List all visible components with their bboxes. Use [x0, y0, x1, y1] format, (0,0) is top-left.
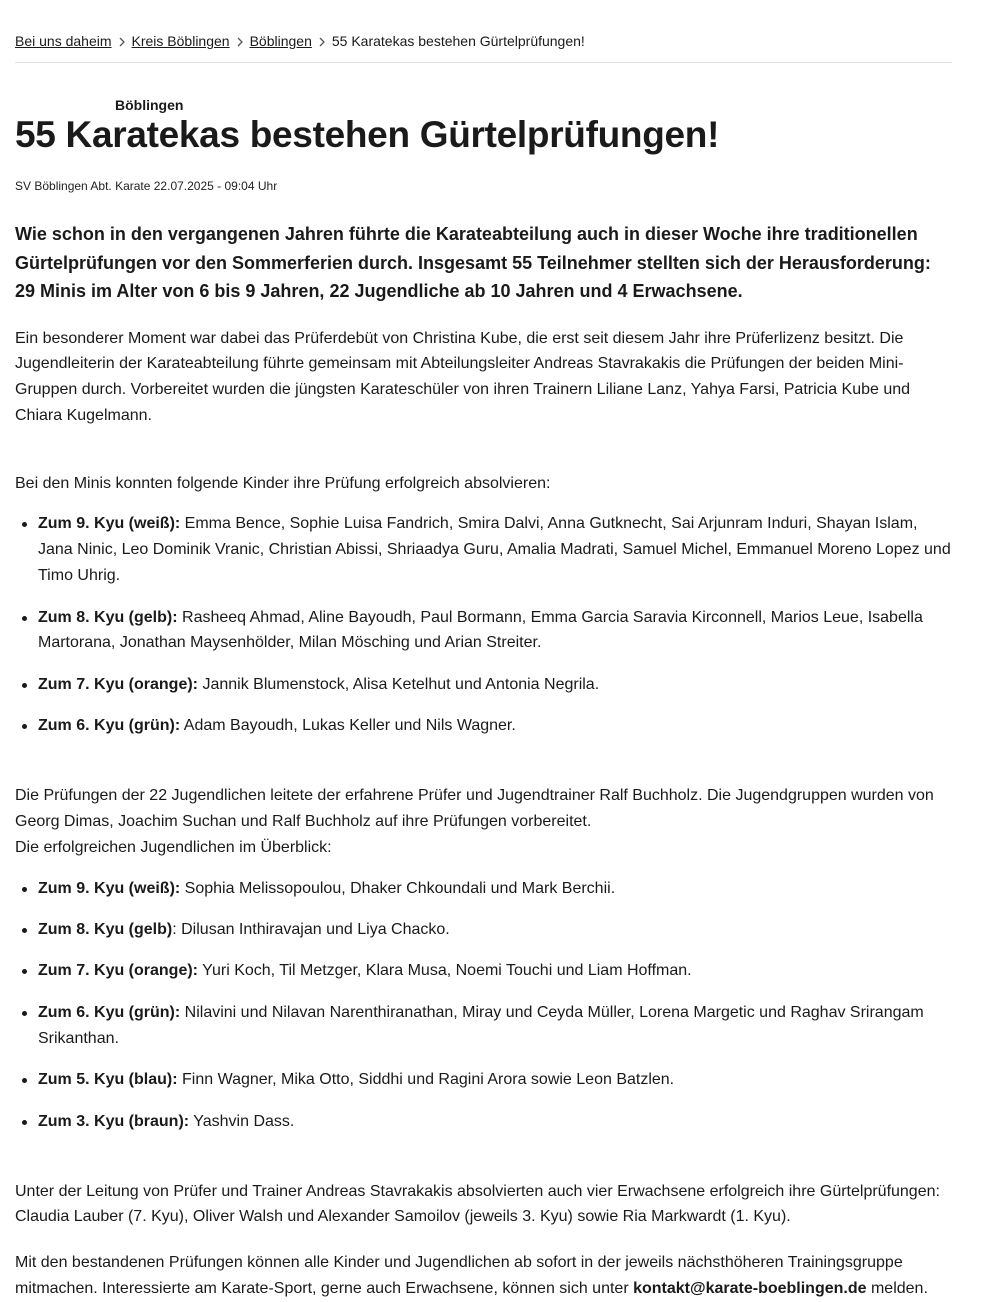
closing-text-end: melden.	[866, 1279, 928, 1297]
paragraph-closing	[15, 1250, 952, 1302]
chevron-right-icon	[112, 31, 132, 51]
grade-label: Zum 6. Kyu (grün):	[38, 717, 181, 735]
paragraph-examiner-debut: Ein besonderer Moment war dabei das Prüferdebüt von Christina Kube, die erst seit diesem Jahr ihre Prüferlizenz besitzt. Die Jugendleiterin der Karateabteilung führte gemeinsam mit Abteilungsleiter Andreas Stavrakakis die Prüfungen der beiden Mini-Gruppen durch. Vorbereitet wurden die jüngsten Karateschüler von ihren Trainern Liliane Lanz, Yahya Farsi, Patricia Kube und Chiara Kugelmann.	[15, 329, 911, 424]
grade-label: Zum 9. Kyu (weiß):	[38, 879, 181, 897]
paragraph-youth-intro	[15, 783, 952, 860]
contact-email: kontakt@karate-boeblingen.de	[633, 1279, 867, 1297]
closing-text: Mit den bestandenen Prüfungen können alle Kinder und Jugendlichen ab sofort in der jeweils nächsthöheren Trainingsgruppe mitmachen. Interessierte am Karate-Sport, gerne auch Erwachsene, können sich unter	[15, 1254, 903, 1297]
list-item	[38, 605, 952, 657]
youth-overview-text: Die erfolgreichen Jugendlichen im Überblick:	[15, 838, 332, 856]
list-item	[38, 917, 952, 943]
grade-names: Emma Bence, Sophie Luisa Fandrich, Smira Dalvi, Anna Gutknecht, Sai Arjunram Induri, Shayan Islam, Jana Ninic, Leo Dominik Vranic, Christian Abissi, Shriaadya Guru, Amalia Madrati, Samuel Michel, Emmanuel Moreno Lopez und Timo Uhrig.	[38, 515, 951, 585]
grade-names: Rasheeq Ahmad, Aline Bayoudh, Paul Bormann, Emma Garcia Saravia Kirconnell, Marios Leue, Isabella Martorana, Jonathan Maysenhölder, Milan Mösching und Arian Streiter.	[38, 608, 923, 652]
chevron-right-icon	[312, 31, 332, 51]
article-body	[15, 220, 952, 1302]
chevron-right-icon	[230, 31, 250, 51]
youth-grade-list	[15, 876, 952, 1135]
breadcrumb-current: 55 Karatekas bestehen Gürtelprüfungen!	[331, 33, 585, 49]
grade-label: Zum 7. Kyu (orange):	[38, 675, 199, 693]
article-title: 55 Karatekas bestehen Gürtelprüfungen!	[15, 114, 720, 155]
list-item	[38, 1067, 952, 1093]
grade-names: Finn Wagner, Mika Otto, Siddhi und Ragini Arora sowie Leon Batzlen.	[177, 1071, 675, 1089]
grade-label: Zum 9. Kyu (weiß):	[38, 515, 181, 533]
grade-names: Yuri Koch, Til Metzger, Klara Musa, Noemi Touchi und Liam Hoffman.	[198, 962, 692, 980]
grade-label: Zum 8. Kyu (gelb)	[38, 921, 173, 938]
list-item	[38, 1000, 952, 1052]
paragraph-adults: Unter der Leitung von Prüfer und Trainer Andreas Stavrakakis absolvierten auch vier Erwachsene erfolgreich ihre Gürtelprüfungen: Claudia Lauber (7. Kyu), Oliver Walsh und Alexander Samoilov (jeweils 3. Kyu) sowie Ria Markwardt (1. Kyu).	[15, 1182, 940, 1226]
minis-grade-list	[15, 511, 952, 739]
grade-names: : Dilusan Inthiravajan und Liya Chacko.	[172, 921, 450, 938]
grade-label: Zum 5. Kyu (blau):	[38, 1071, 178, 1089]
paragraph-minis-intro: Bei den Minis konnten folgende Kinder ihre Prüfung erfolgreich absolvieren:	[15, 474, 551, 492]
grade-label: Zum 8. Kyu (gelb):	[38, 608, 178, 626]
grade-label: Zum 3. Kyu (braun):	[38, 1112, 190, 1130]
list-item	[38, 876, 952, 902]
list-item	[38, 958, 952, 984]
breadcrumb-link-city[interactable]: Böblingen	[249, 33, 312, 49]
list-item	[38, 672, 952, 698]
article-kicker: Böblingen	[115, 97, 184, 113]
grade-names: Adam Bayoudh, Lukas Keller und Nils Wagner.	[180, 717, 516, 735]
article-meta: SV Böblingen Abt. Karate 22.07.2025 - 09:04 Uhr	[15, 179, 278, 193]
grade-names: Jannik Blumenstock, Alisa Ketelhut und Antonia Negrila.	[198, 675, 600, 693]
list-item	[38, 1109, 952, 1135]
list-item	[38, 713, 952, 739]
grade-label: Zum 7. Kyu (orange):	[38, 962, 199, 980]
list-item	[38, 511, 952, 588]
breadcrumb	[15, 31, 952, 63]
grade-label: Zum 6. Kyu (grün):	[38, 1003, 181, 1021]
breadcrumb-link-home[interactable]: Bei uns daheim	[15, 33, 112, 49]
grade-names: Yashvin Dass.	[189, 1112, 295, 1130]
article-lead: Wie schon in den vergangenen Jahren führte die Karateabteilung auch in dieser Woche ihre traditionellen Gürtelprüfungen vor den Sommerferien durch. Insgesamt 55 Teilnehmer stellten sich der Herausforderung: 29 Minis im Alter von 6 bis 9 Jahren, 22 Jugendliche ab 10 Jahren und 4 Erwachsene.	[15, 224, 931, 301]
grade-names: Nilavini und Nilavan Narenthiranathan, Miray und Ceyda Müller, Lorena Margetic und Raghav Srirangam Srikanthan.	[38, 1003, 924, 1047]
youth-intro-text: Die Prüfungen der 22 Jugendlichen leitete der erfahrene Prüfer und Jugendtrainer Ralf Buchholz. Die Jugendgruppen wurden von Georg Dimas, Joachim Suchan und Ralf Buchholz auf ihre Prüfungen vorbereitet.	[15, 787, 934, 830]
breadcrumb-link-district[interactable]: Kreis Böblingen	[131, 33, 230, 49]
grade-names: Sophia Melissopoulou, Dhaker Chkoundali und Mark Berchii.	[180, 879, 616, 897]
